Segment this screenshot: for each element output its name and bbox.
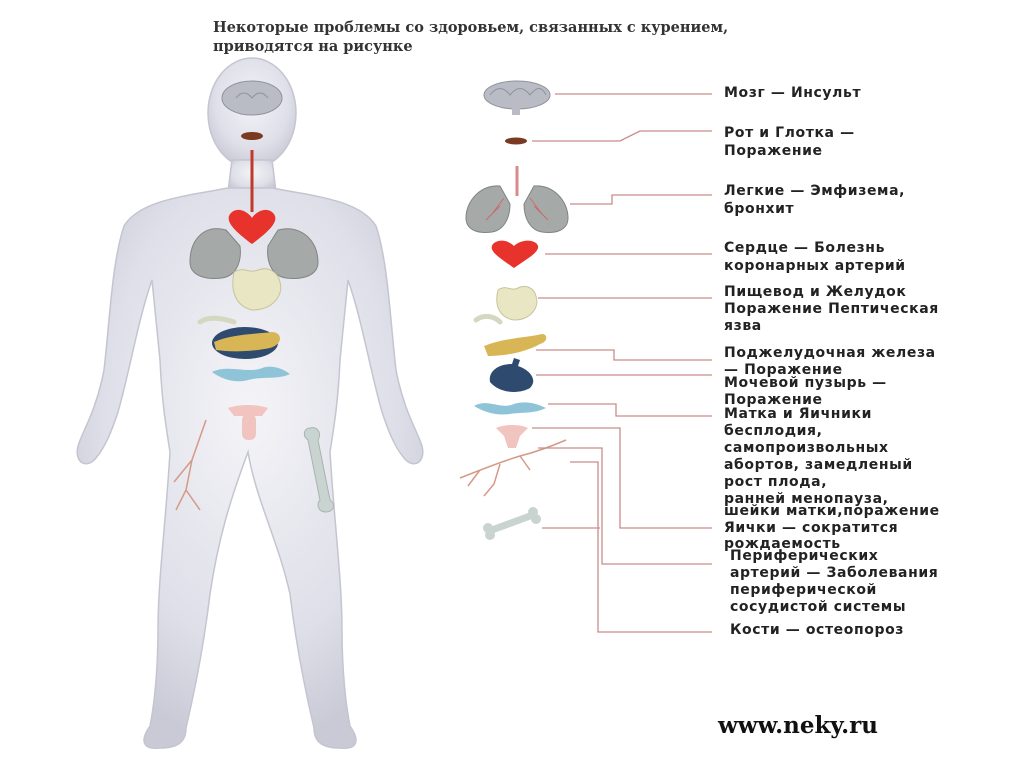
website-watermark: www.neky.ru [718, 712, 878, 739]
label-lungs-line-2: бронхит [724, 201, 795, 217]
label-mouth-line-2: Поражение [724, 143, 823, 159]
lungs-icon [466, 166, 568, 232]
label-uterus-line-4: абортов, замедленый [724, 457, 913, 473]
label-uterus-line-6: ранней менопауза, [724, 491, 889, 507]
mouth-in-body [241, 132, 263, 140]
label-uterus-line-2: бесплодия, [724, 423, 823, 439]
label-uterus-line-3: самопроизвольных [724, 440, 889, 456]
label-arteries-line-1: Периферических [730, 548, 879, 564]
bladder-icon [490, 358, 533, 392]
label-brain: Мозг — Инсульт [724, 85, 862, 101]
label-bladder-line-1: Мочевой пузырь — [724, 375, 887, 391]
mouth-icon [505, 138, 527, 145]
label-bones: Кости — остеопороз [730, 622, 905, 638]
leader-lines [532, 94, 712, 632]
label-testes-line-2: рождаемость [724, 536, 841, 552]
label-arteries-line-2: артерий — Заболевания [730, 565, 939, 581]
label-uterus-line-1: Матка и Яичники [724, 406, 872, 422]
label-stomach-line-1: Пищевод и Желудок [724, 284, 907, 300]
label-testes-line-1: Яички — сократится [724, 520, 899, 536]
testes-icon [496, 425, 528, 448]
label-uterus-line-7: шейки матки,поражение [724, 503, 940, 519]
stomach-icon [476, 286, 537, 322]
brain-icon [484, 81, 550, 115]
label-stomach-line-2: Поражение Пептическая [724, 301, 939, 317]
label-arteries-line-4: сосудистой системы [730, 599, 907, 615]
label-lungs-line-1: Легкие — Эмфизема, [724, 183, 906, 199]
label-uterus-line-5: рост плода, [724, 474, 828, 490]
label-pancreas-line-2: — Поражение [724, 362, 843, 378]
pancreas-icon [484, 334, 546, 356]
label-arteries-line-3: периферической [730, 582, 877, 598]
label-pancreas-line-1: Поджелудочная железа [724, 345, 936, 361]
label-stomach-line-3: язва [724, 318, 762, 334]
uterus-icon [474, 402, 546, 414]
title-line-2: приводятся на рисунке [213, 38, 413, 55]
label-bladder-line-2: Поражение [724, 392, 823, 408]
bone-icon [483, 507, 541, 540]
organ-icons [460, 81, 568, 540]
label-mouth-line-1: Рот и Глотка — [724, 125, 855, 141]
testes-in-body [242, 414, 256, 440]
label-heart-line-2: коронарных артерий [724, 258, 906, 274]
heart-icon [492, 241, 538, 268]
title-line-1: Некоторые проблемы со здоровьем, связанных с курением, [213, 19, 729, 36]
label-heart-line-1: Сердце — Болезнь [724, 240, 886, 256]
human-body-silhouette [77, 58, 423, 748]
